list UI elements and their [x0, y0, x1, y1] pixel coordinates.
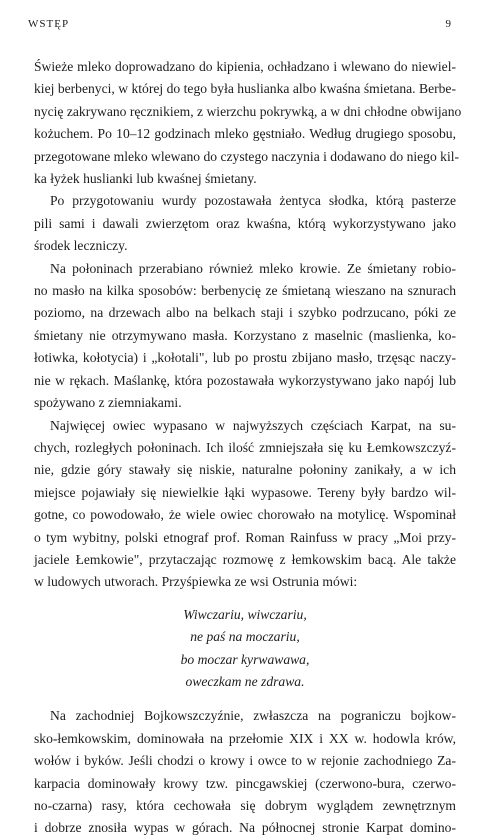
text-line: nie, gdzie góry stawały się niskie, naturalne połoniny zanikały, a w ich [34, 462, 456, 478]
text-line: śmietany nie otrzymywano masła. Korzystano z maselnic (maslienka, ko- [34, 327, 456, 343]
text-line: pili sami i dawali zwierzętom oraz kwaśna, którą wykorzystywano jako [34, 215, 456, 231]
text-line: kiej berbenyci, w której do tego była huslianka albo kwaśna śmietana. Berbe- [34, 81, 456, 97]
page-number: 9 [445, 18, 452, 30]
text-line: o tym wybitny, polski etnograf prof. Roman Rainfuss w pracy „Moi przy- [34, 529, 456, 545]
text-line: Na połoninach przerabiano również mleko krowie. Ze śmietany robio- [50, 260, 456, 276]
text-line: w ludowych utworach. Przyśpiewka ze wsi Ostrunia mówi: [34, 574, 358, 590]
text-line: nie w rękach. Maślankę, która pozostawała wykorzystywano jako napój lub [34, 372, 456, 388]
text-line: nycię zakrywano ręcznikiem, z wierzchu pokrywką, a w dni chłodne obwijano [34, 103, 462, 119]
section-title: WSTĘP [28, 18, 70, 30]
text-line: Po przygotowaniu wurdy pozostawała żentyca słodka, którą pasterze [50, 193, 456, 209]
text-line: kożuchem. Po 10–12 godzinach mleko gęstniało. Według drugiego sposobu, [34, 126, 456, 142]
paragraph [34, 190, 456, 257]
text-line: i dobrze znosiła wypas w górach. Na północnej stronie Karpat domino- [34, 820, 456, 836]
body-text [34, 56, 462, 840]
paragraph [34, 56, 462, 190]
paragraph [34, 705, 456, 839]
text-line: łotiwka, kołotycia) i „kołotali", lub po prostu zbijano masło, trzęsąc naczy- [34, 350, 456, 366]
text-line: sko-łemkowskim, dominowała na przełomie XIX i XX w. hodowla krów, [34, 730, 456, 746]
text-line: Najwięcej owiec wypasano w najwyższych częściach Karpat, na su- [50, 417, 456, 433]
paragraph [34, 415, 456, 594]
verse-line: oweczkam ne zdrawa. [185, 673, 305, 689]
text-line: jaciele Łemkowie", przytaczając rozmowę z łemkowskim bacą. Ale także [34, 551, 456, 567]
running-header [28, 18, 452, 38]
text-line: spożywano z ziemniakami. [34, 395, 182, 411]
text-line: przegotowane mleko wlewano do czystego naczynia i dodawano do niego kil- [34, 148, 460, 164]
verse-line: ne paś na moczariu, [190, 629, 300, 645]
text-line: no-czarna) rasy, która cechowała się dobrym wyglądem zewnętrznym [34, 798, 456, 813]
verse-line: bo moczar kyrwawawa, [180, 651, 310, 667]
text-line: no masło na kilka sposobów: berbenycię ze śmietaną wieszano na sznurach [34, 283, 456, 299]
text-line: środek leczniczy. [34, 238, 128, 254]
paragraph [34, 258, 456, 415]
text-line: Na zachodniej Bojkowszczyźnie, zwłaszcza na pograniczu bojkow- [50, 708, 456, 724]
text-line: wołów i byków. Jeśli chodzi o krowy i owce to w rejonie zachodniego Za- [34, 753, 456, 769]
text-line: chych, rozległych połoninach. Ich ilość zmniejszała się ku Łemkowszczyź- [34, 439, 456, 455]
verse-line: Wiwczariu, wiwczariu, [183, 606, 307, 622]
text-line: miejsce pojawiały się niewielkie łąki wypasowe. Tereny były bardzo wil- [34, 484, 456, 500]
folk-song-verse [34, 604, 456, 694]
text-line: ka łyżek huslianki lub kwaśnej śmietany. [34, 171, 257, 187]
text-line: karpacia dominowały krowy tzw. pincgawskiej (czerwono-bura, czerwo- [34, 775, 456, 791]
text-line: Świeże mleko doprowadzano do kipienia, ochładzano i wlewano do niewiel- [34, 59, 456, 74]
text-line: poziomo, na drzewach albo na belkach staji i szybko podrzucano, póki ze [34, 305, 456, 321]
text-line: gotne, co powodowało, że wiele owiec chorowało na motylicę. Wspominał [34, 507, 456, 523]
